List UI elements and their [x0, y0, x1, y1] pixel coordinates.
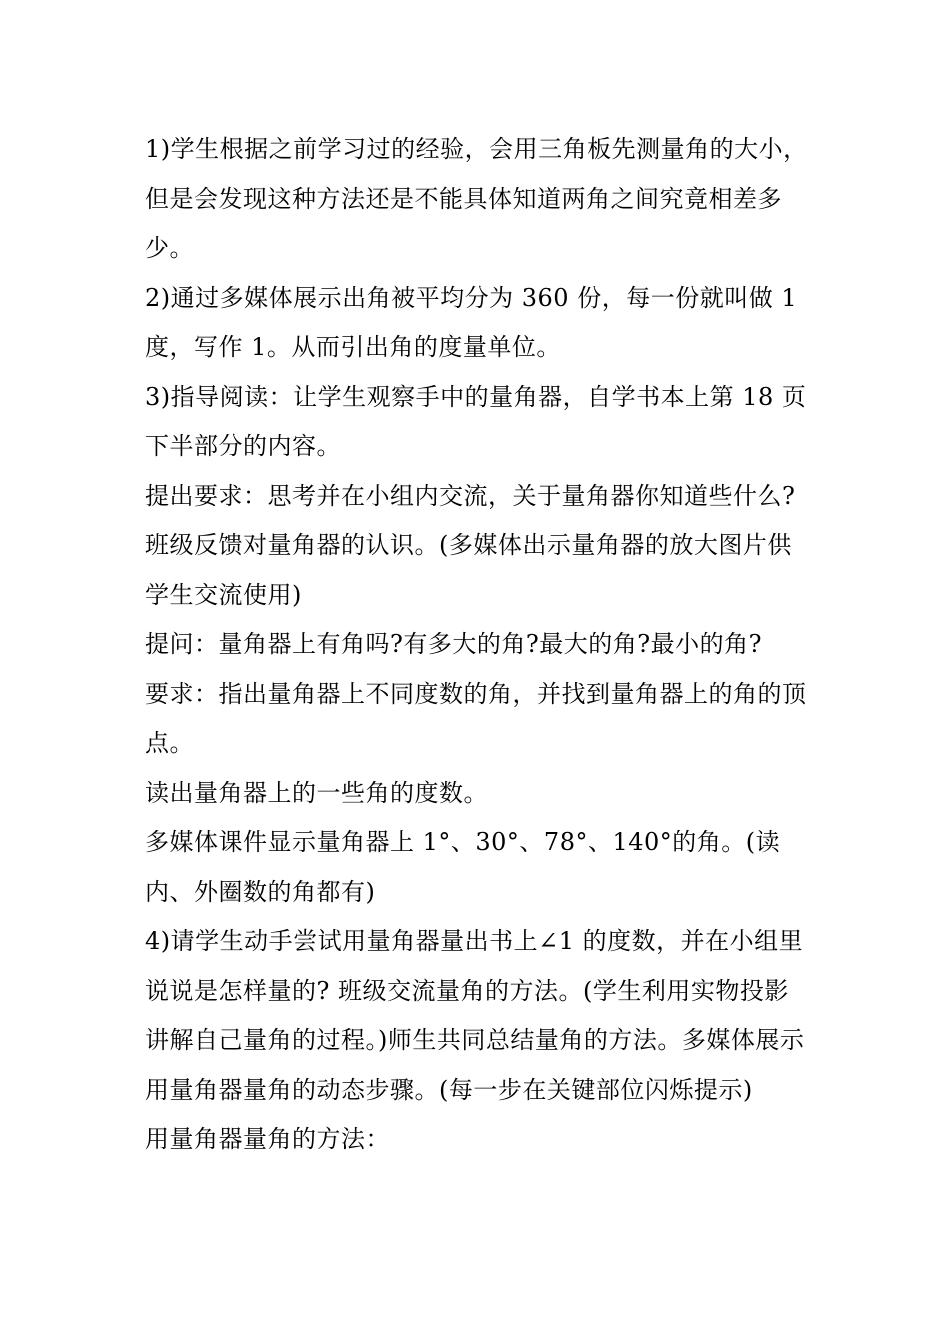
paragraph-step-1: 1)学生根据之前学习过的经验，会用三角板先测量角的大小，但是会发现这种方法还是不能具体知道两角之间究竟相差多少。 — [145, 135, 808, 262]
paragraph-read-degrees: 读出量角器上的一些角的度数。 — [145, 778, 488, 807]
document-body — [145, 125, 813, 1165]
paragraph-step-2: 2)通过多媒体展示出角被平均分为 360 份，每一份就叫做 1 度，写作 1。从而引出角的度量单位。 — [145, 283, 806, 361]
paragraph-requirement: 提出要求：思考并在小组内交流，关于量角器你知道些什么?班级反馈对量角器的认识。(多媒体出示量角器的放大图片供学生交流使用) — [145, 481, 796, 609]
paragraph-question: 提问：量角器上有角吗?有多大的角?最大的角?最小的角? — [145, 630, 762, 658]
paragraph-step-3: 3)指导阅读：让学生观察手中的量角器，自学书本上第 18 页下半部分的内容。 — [145, 382, 807, 460]
paragraph-task: 要求：指出量角器上不同度数的角，并找到量角器上的角的顶点。 — [145, 679, 807, 757]
paragraph-multimedia: 多媒体课件显示量角器上 1°、30°、78°、140°的角。(读内、外圈数的角都有) — [145, 828, 781, 906]
paragraph-step-4: 4)请学生动手尝试用量角器量出书上∠1 的度数，并在小组里说说是怎样量的? 班级交流量角的方法。(学生利用实物投影讲解自己量角的过程。)师生共同总结量角的方法。多媒体展示用量角器量角的动态步骤。(每一步在关键部位闪烁提示) — [145, 927, 805, 1104]
paragraph-method-heading: 用量角器量角的方法： — [145, 1125, 390, 1153]
